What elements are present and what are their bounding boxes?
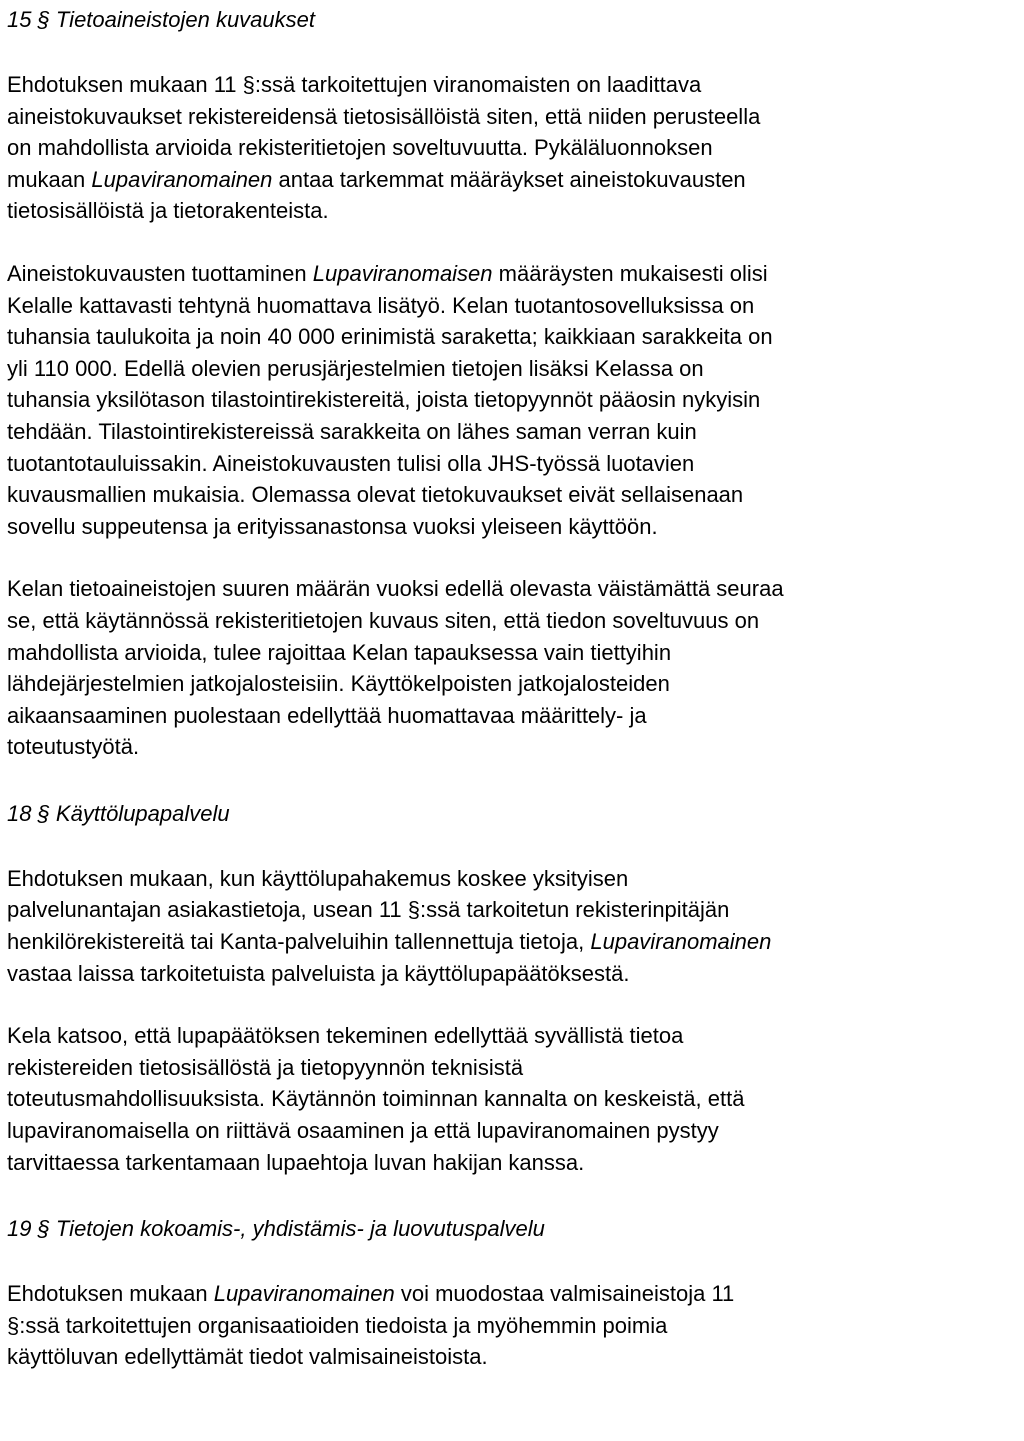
text-line: kuvausmallien mukaisia. Olemassa olevat tietokuvaukset eivät sellaisenaan	[7, 482, 744, 508]
text-line: yli 110 000. Edellä olevien perusjärjestelmien tietojen lisäksi Kelassa on	[7, 355, 704, 381]
text-line: rekistereiden tietosisällöstä ja tietopyynnön teknisistä	[7, 1054, 524, 1080]
section-18-paragraph-1	[7, 863, 1021, 989]
section-15-paragraph-3	[7, 573, 1021, 763]
text-line: lupaviranomaisella on riittävä osaaminen ja että lupaviranomainen pystyy	[7, 1118, 719, 1144]
section-18-heading: 18 § Käyttölupapalvelu	[7, 800, 230, 826]
text-line: on mahdollista arvioida rekisteritietojen soveltuvuutta. Pykäläluonnoksen	[7, 135, 713, 161]
text-line: Kela katsoo, että lupapäätöksen tekeminen edellyttää syvällistä tietoa	[7, 1023, 684, 1049]
text-line: tarvittaessa tarkentamaan lupaehtoja luvan hakijan kanssa.	[7, 1149, 585, 1175]
text-run: Aineistokuvausten tuottaminen	[7, 260, 313, 286]
text-line: palvelunantajan asiakastietoja, usean 11 §:ssä tarkoitetun rekisterinpitäjän	[7, 897, 730, 923]
text-line	[7, 258, 1021, 290]
text-line: tietosisällöistä ja tietorakenteista.	[7, 198, 329, 224]
text-line: Ehdotuksen mukaan 11 §:ssä tarkoitettujen viranomaisten on laadittava	[7, 72, 702, 97]
section-18-paragraph-2	[7, 1020, 1021, 1178]
text-line: tuhansia yksilötason tilastointirekistereitä, joista tietopyynnöt pääosin nykyisin	[7, 387, 761, 413]
document-page	[7, 0, 1021, 1373]
text-run: antaa tarkemmat määräykset aineistokuvausten	[272, 166, 746, 192]
text-line: mahdollista arvioida, tulee rajoittaa Kelan tapauksessa vain tiettyihin	[7, 639, 672, 665]
text-line	[7, 926, 1021, 958]
text-line: Kelalle kattavasti tehtynä huomattava lisätyö. Kelan tuotantosovelluksissa on	[7, 292, 755, 318]
text-line: Ehdotuksen mukaan, kun käyttölupahakemus koskee yksityisen	[7, 865, 629, 891]
text-line: vastaa laissa tarkoitetuista palveluista ja käyttölupapäätöksestä.	[7, 960, 630, 986]
text-run: mukaan	[7, 166, 92, 192]
text-line: aineistokuvaukset rekistereidensä tietosisällöistä siten, että niiden perusteella	[7, 103, 761, 129]
text-line: käyttöluvan edellyttämät tiedot valmisaineistoista.	[7, 1344, 488, 1370]
text-line: Kelan tietoaineistojen suuren määrän vuoksi edellä olevasta väistämättä seuraa	[7, 576, 784, 602]
text-run: Ehdotuksen mukaan	[7, 1281, 214, 1307]
text-line: toteutustyötä.	[7, 734, 140, 760]
text-line: se, että käytännössä rekisteritietojen kuvaus siten, että tiedon soveltuvuus on	[7, 607, 760, 633]
text-line: aikaansaaminen puolestaan edellyttää huomattavaa määrittely- ja	[7, 702, 647, 728]
section-15-paragraph-1	[7, 69, 1021, 227]
italic-term: Lupaviranomaisen	[312, 260, 493, 286]
text-line: tehdään. Tilastointirekistereissä sarakkeita on lähes saman verran kuin	[7, 418, 697, 444]
section-19-paragraph-1	[7, 1278, 1021, 1373]
text-line	[7, 1278, 1021, 1310]
section-15-paragraph-2	[7, 258, 1021, 542]
text-line: tuotantotauluissakin. Aineistokuvausten tulisi olla JHS-työssä luotavien	[7, 450, 695, 476]
text-line: sovellu suppeutensa ja erityissanastonsa vuoksi yleiseen käyttöön.	[7, 513, 658, 539]
text-run: henkilörekistereitä tai Kanta-palveluihin tallennettuja tietoja,	[7, 929, 591, 955]
italic-term: Lupaviranomainen	[91, 166, 273, 192]
text-line	[7, 164, 1021, 196]
section-15-heading: 15 § Tietoaineistojen kuvaukset	[7, 7, 315, 32]
text-run: määräysten mukaisesti olisi	[492, 260, 768, 286]
italic-term: Lupaviranomainen	[213, 1281, 395, 1307]
text-line: toteutusmahdollisuuksista. Käytännön toiminnan kannalta on keskeistä, että	[7, 1086, 745, 1112]
text-run: voi muodostaa valmisaineistoja 11	[394, 1281, 735, 1307]
italic-term: Lupaviranomainen	[590, 929, 772, 955]
section-19-heading: 19 § Tietojen kokoamis-, yhdistämis- ja luovutuspalvelu	[7, 1216, 545, 1242]
text-line: §:ssä tarkoitettujen organisaatioiden tiedoista ja myöhemmin poimia	[7, 1312, 668, 1338]
text-line: lähdejärjestelmien jatkojalosteisiin. Käyttökelpoisten jatkojalosteiden	[7, 671, 670, 697]
text-line: tuhansia taulukoita ja noin 40 000 erinimistä saraketta; kaikkiaan sarakkeita on	[7, 324, 773, 350]
